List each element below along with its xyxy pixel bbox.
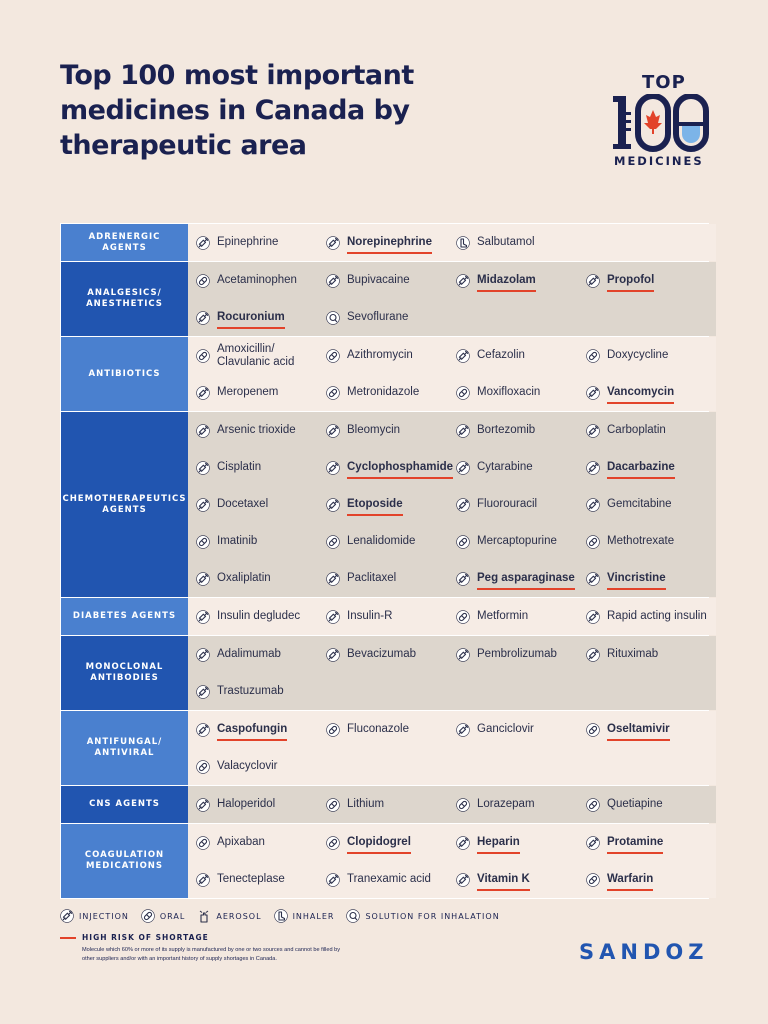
medicine-clopidogrel bbox=[326, 824, 456, 861]
medicine-list bbox=[188, 598, 716, 635]
category-row-analgesics-anesthetics bbox=[61, 262, 708, 337]
injection-icon bbox=[456, 424, 470, 438]
oral-icon bbox=[196, 349, 210, 363]
medicine-list bbox=[188, 337, 716, 411]
aerosol-icon bbox=[197, 909, 211, 923]
medicine-name: Meropenem bbox=[217, 386, 279, 398]
medicine-name: Cefazolin bbox=[477, 349, 525, 361]
top-100-medicines-logo bbox=[612, 68, 710, 172]
oral-icon bbox=[326, 349, 340, 363]
medicine-methotrexate bbox=[586, 523, 716, 560]
medicine-name: Lithium bbox=[347, 798, 385, 810]
oral-icon bbox=[326, 723, 340, 737]
medicine-name: Arsenic trioxide bbox=[217, 424, 296, 436]
category-row-antibiotics bbox=[61, 337, 708, 412]
injection-icon bbox=[456, 461, 470, 475]
injection-icon bbox=[586, 836, 600, 850]
medicine-meropenem bbox=[196, 374, 326, 411]
medicine-name: Midazolam bbox=[477, 274, 536, 292]
medicine-vincristine bbox=[586, 560, 716, 597]
medicine-name: Cyclophosphamide bbox=[347, 461, 453, 479]
oral-icon bbox=[456, 386, 470, 400]
medicine-name: Adalimumab bbox=[217, 648, 281, 660]
medicine-name: Paclitaxel bbox=[347, 572, 397, 584]
injection-icon bbox=[326, 461, 340, 475]
medicine-name: Docetaxel bbox=[217, 498, 269, 510]
category-row-monoclonal-antibodies bbox=[61, 636, 708, 711]
medicine-tenecteplase bbox=[196, 861, 326, 898]
category-label: CHEMOTHERAPEUTICS AGENTS bbox=[61, 412, 188, 597]
medicine-bleomycin bbox=[326, 412, 456, 449]
legend-label: ORAL bbox=[159, 911, 186, 921]
medicine-name: Lorazepam bbox=[477, 798, 535, 810]
medicine-lenalidomide bbox=[326, 523, 456, 560]
medicine-cytarabine bbox=[456, 449, 586, 486]
legend-item-oral bbox=[141, 909, 185, 923]
injection-icon bbox=[196, 386, 210, 400]
oral-icon bbox=[586, 349, 600, 363]
category-row-coagulation-medications bbox=[61, 824, 708, 898]
injection-icon bbox=[456, 572, 470, 586]
medicine-bupivacaine bbox=[326, 262, 456, 299]
oral-icon bbox=[456, 798, 470, 812]
legend-item-injection bbox=[60, 909, 129, 923]
medicines-table bbox=[60, 223, 709, 899]
medicine-oseltamivir bbox=[586, 711, 716, 748]
medicine-quetiapine bbox=[586, 786, 716, 823]
medicine-imatinib bbox=[196, 523, 326, 560]
medicine-name: Caspofungin bbox=[217, 723, 287, 741]
injection-icon bbox=[456, 873, 470, 887]
medicine-name: Vitamin K bbox=[477, 873, 530, 891]
sandoz-logo: SANDOZ bbox=[579, 940, 709, 964]
category-label: ANALGESICS/ ANESTHETICS bbox=[61, 262, 188, 336]
solution-for-inhalation-icon bbox=[346, 909, 360, 923]
medicine-paclitaxel bbox=[326, 560, 456, 597]
medicine-name: Lenalidomide bbox=[347, 535, 416, 547]
medicine-name: Rapid acting insulin bbox=[607, 610, 707, 622]
medicine-name: Fluorouracil bbox=[477, 498, 538, 510]
medicine-metformin bbox=[456, 598, 586, 635]
medicine-bortezomib bbox=[456, 412, 586, 449]
medicine-name: Imatinib bbox=[217, 535, 258, 547]
medicine-name: Bupivacaine bbox=[347, 274, 410, 286]
oral-icon bbox=[196, 836, 210, 850]
medicine-pembrolizumab bbox=[456, 636, 586, 673]
medicine-list bbox=[188, 786, 716, 823]
oral-icon bbox=[196, 274, 210, 288]
injection-icon bbox=[586, 424, 600, 438]
oral-icon bbox=[326, 535, 340, 549]
medicine-name: Dacarbazine bbox=[607, 461, 675, 479]
medicine-doxycycline bbox=[586, 337, 716, 374]
injection-icon bbox=[456, 274, 470, 288]
medicine-heparin bbox=[456, 824, 586, 861]
oral-icon bbox=[586, 798, 600, 812]
medicine-name: Methotrexate bbox=[607, 535, 675, 547]
injection-icon bbox=[456, 498, 470, 512]
injection-icon bbox=[196, 498, 210, 512]
medicine-name: Fluconazole bbox=[347, 723, 410, 735]
medicine-insulin-degludec bbox=[196, 598, 326, 635]
medicine-name: Vancomycin bbox=[607, 386, 674, 404]
medicine-list bbox=[188, 412, 716, 597]
medicine-azithromycin bbox=[326, 337, 456, 374]
medicine-mercaptopurine bbox=[456, 523, 586, 560]
injection-icon bbox=[326, 873, 340, 887]
legend-label: INHALER bbox=[292, 911, 335, 921]
oral-icon bbox=[326, 798, 340, 812]
medicine-rituximab bbox=[586, 636, 716, 673]
medicine-dacarbazine bbox=[586, 449, 716, 486]
medicine-sevoflurane bbox=[326, 299, 456, 336]
solution-for-inhalation-icon bbox=[326, 311, 340, 325]
medicine-name: Carboplatin bbox=[607, 424, 666, 436]
injection-icon bbox=[326, 236, 340, 250]
medicine-moxifloxacin bbox=[456, 374, 586, 411]
medicine-caspofungin bbox=[196, 711, 326, 748]
legend-item-aerosol bbox=[197, 909, 261, 923]
medicine-etoposide bbox=[326, 486, 456, 523]
oral-icon bbox=[141, 909, 155, 923]
medicine-name: Metronidazole bbox=[347, 386, 420, 398]
category-row-antifungal-antiviral bbox=[61, 711, 708, 786]
medicine-name: Doxycycline bbox=[607, 349, 669, 361]
injection-icon bbox=[326, 424, 340, 438]
injection-icon bbox=[196, 610, 210, 624]
medicine-name: Quetiapine bbox=[607, 798, 663, 810]
medicine-name: Tranexamic acid bbox=[347, 873, 431, 885]
injection-icon bbox=[456, 836, 470, 850]
category-row-chemotherapeutics-agents bbox=[61, 412, 708, 598]
medicine-lorazepam bbox=[456, 786, 586, 823]
medicine-name: Oseltamivir bbox=[607, 723, 670, 741]
medicine-metronidazole bbox=[326, 374, 456, 411]
injection-icon bbox=[196, 236, 210, 250]
medicine-propofol bbox=[586, 262, 716, 299]
medicine-name: Azithromycin bbox=[347, 349, 413, 361]
legend-item-inhaler bbox=[274, 909, 335, 923]
medicine-name: Insulin-R bbox=[347, 610, 393, 622]
risk-note: Molecule which 60% or more of its supply is manufactured by one or two sources and cannot be filled by other suppliers and/or with an important history of supply shortages in Canada. bbox=[82, 947, 341, 962]
medicine-name: Bortezomib bbox=[477, 424, 536, 436]
injection-icon bbox=[196, 461, 210, 475]
category-label: CNS AGENTS bbox=[61, 786, 188, 823]
medicine-name: Mercaptopurine bbox=[477, 535, 557, 547]
oral-icon bbox=[586, 723, 600, 737]
medicine-name: Haloperidol bbox=[217, 798, 276, 810]
medicine-list bbox=[188, 262, 716, 336]
medicine-name: Salbutamol bbox=[477, 236, 535, 248]
medicine-bevacizumab bbox=[326, 636, 456, 673]
medicine-vitamin-k bbox=[456, 861, 586, 898]
injection-icon bbox=[586, 572, 600, 586]
medicine-lithium bbox=[326, 786, 456, 823]
medicine-name: Vincristine bbox=[607, 572, 666, 590]
medicine-name: Trastuzumab bbox=[217, 685, 284, 697]
medicine-oxaliplatin bbox=[196, 560, 326, 597]
medicine-name: Oxaliplatin bbox=[217, 572, 271, 584]
medicine-valacyclovir bbox=[196, 748, 326, 785]
injection-icon bbox=[326, 610, 340, 624]
injection-icon bbox=[586, 461, 600, 475]
medicine-name: Heparin bbox=[477, 836, 520, 854]
medicine-warfarin bbox=[586, 861, 716, 898]
medicine-trastuzumab bbox=[196, 673, 326, 710]
injection-icon bbox=[326, 498, 340, 512]
oral-icon bbox=[196, 760, 210, 774]
injection-icon bbox=[60, 909, 74, 923]
injection-icon bbox=[456, 349, 470, 363]
injection-icon bbox=[586, 648, 600, 662]
injection-icon bbox=[456, 723, 470, 737]
medicine-name: Warfarin bbox=[607, 873, 653, 891]
medicine-name: Epinephrine bbox=[217, 236, 279, 248]
injection-icon bbox=[196, 648, 210, 662]
medicine-epinephrine bbox=[196, 224, 326, 261]
injection-icon bbox=[196, 311, 210, 325]
medicine-name: Bleomycin bbox=[347, 424, 401, 436]
category-row-adrenergic-agents bbox=[61, 224, 708, 262]
medicine-name: Propofol bbox=[607, 274, 654, 292]
injection-icon bbox=[586, 498, 600, 512]
medicine-apixaban bbox=[196, 824, 326, 861]
medicine-acetaminophen bbox=[196, 262, 326, 299]
legend-label: SOLUTION FOR INHALATION bbox=[365, 911, 500, 921]
medicine-fluconazole bbox=[326, 711, 456, 748]
medicine-name: Cisplatin bbox=[217, 461, 262, 473]
inhaler-icon bbox=[456, 236, 470, 250]
medicine-ganciclovir bbox=[456, 711, 586, 748]
medicine-carboplatin bbox=[586, 412, 716, 449]
medicine-tranexamic-acid bbox=[326, 861, 456, 898]
medicine-name: Rocuronium bbox=[217, 311, 285, 329]
medicine-adalimumab bbox=[196, 636, 326, 673]
injection-icon bbox=[456, 648, 470, 662]
medicine-list bbox=[188, 711, 716, 785]
medicine-insulin-r bbox=[326, 598, 456, 635]
medicine-name: Pembrolizumab bbox=[477, 648, 557, 660]
medicine-docetaxel bbox=[196, 486, 326, 523]
injection-icon bbox=[196, 873, 210, 887]
medicine-list bbox=[188, 824, 716, 898]
medicine-name: Cytarabine bbox=[477, 461, 533, 473]
medicine-name: Sevoflurane bbox=[347, 311, 409, 323]
injection-icon bbox=[326, 648, 340, 662]
injection-icon bbox=[196, 572, 210, 586]
legend-item-solution-for-inhalation bbox=[346, 909, 499, 923]
icon-legend bbox=[60, 909, 512, 923]
category-label: DIABETES AGENTS bbox=[61, 598, 188, 635]
medicine-name: Etoposide bbox=[347, 498, 403, 516]
legend-label: INJECTION bbox=[79, 911, 129, 921]
category-row-diabetes-agents bbox=[61, 598, 708, 636]
injection-icon bbox=[196, 424, 210, 438]
oral-icon bbox=[326, 836, 340, 850]
medicine-name: Protamine bbox=[607, 836, 663, 854]
medicine-salbutamol bbox=[456, 224, 586, 261]
risk-underline-sample bbox=[60, 937, 76, 939]
legend-label: AEROSOL bbox=[216, 911, 262, 921]
medicine-cefazolin bbox=[456, 337, 586, 374]
injection-icon bbox=[326, 572, 340, 586]
medicine-amoxicillin-clavulanic-acid bbox=[196, 337, 326, 374]
injection-icon bbox=[196, 723, 210, 737]
page-title: Top 100 most important medicines in Canada by therapeutic area bbox=[60, 60, 414, 161]
injection-icon bbox=[586, 610, 600, 624]
medicine-rapid-acting-insulin bbox=[586, 598, 716, 635]
medicine-name: Gemcitabine bbox=[607, 498, 672, 510]
medicine-name: Rituximab bbox=[607, 648, 659, 660]
oral-icon bbox=[326, 386, 340, 400]
medicine-haloperidol bbox=[196, 786, 326, 823]
medicine-list bbox=[188, 636, 716, 710]
injection-icon bbox=[196, 798, 210, 812]
medicine-name: Acetaminophen bbox=[217, 274, 297, 286]
medicine-name: Clopidogrel bbox=[347, 836, 411, 854]
medicine-peg-asparaginase bbox=[456, 560, 586, 597]
logo-medicines-text: MEDICINES bbox=[614, 154, 704, 168]
injection-icon bbox=[586, 274, 600, 288]
medicine-name: Peg asparaginase bbox=[477, 572, 575, 590]
medicine-name: Norepinephrine bbox=[347, 236, 432, 254]
medicine-list bbox=[188, 224, 716, 261]
risk-label: HIGH RISK OF SHORTAGE bbox=[82, 933, 209, 942]
oral-icon bbox=[586, 535, 600, 549]
category-label: ADRENERGIC AGENTS bbox=[61, 224, 188, 261]
category-label: ANTIBIOTICS bbox=[61, 337, 188, 411]
medicine-norepinephrine bbox=[326, 224, 456, 261]
medicine-cyclophosphamide bbox=[326, 449, 456, 486]
medicine-name: Moxifloxacin bbox=[477, 386, 541, 398]
inhaler-icon bbox=[274, 909, 288, 923]
category-label: MONOCLONAL ANTIBODIES bbox=[61, 636, 188, 710]
medicine-midazolam bbox=[456, 262, 586, 299]
medicine-name: Metformin bbox=[477, 610, 529, 622]
medicine-name: Bevacizumab bbox=[347, 648, 417, 660]
medicine-name: Amoxicillin/ Clavulanic acid bbox=[217, 342, 295, 368]
medicine-name: Apixaban bbox=[217, 836, 265, 848]
medicine-vancomycin bbox=[586, 374, 716, 411]
logo-top-text: TOP bbox=[642, 72, 686, 93]
category-row-cns-agents bbox=[61, 786, 708, 824]
medicine-fluorouracil bbox=[456, 486, 586, 523]
medicine-name: Ganciclovir bbox=[477, 723, 534, 735]
logo-100-mark bbox=[612, 94, 710, 152]
injection-icon bbox=[196, 685, 210, 699]
injection-icon bbox=[326, 274, 340, 288]
medicine-name: Tenecteplase bbox=[217, 873, 285, 885]
medicine-protamine bbox=[586, 824, 716, 861]
medicine-gemcitabine bbox=[586, 486, 716, 523]
oral-icon bbox=[586, 873, 600, 887]
injection-icon bbox=[586, 386, 600, 400]
oral-icon bbox=[456, 535, 470, 549]
oral-icon bbox=[456, 610, 470, 624]
medicine-arsenic-trioxide bbox=[196, 412, 326, 449]
category-label: ANTIFUNGAL/ ANTIVIRAL bbox=[61, 711, 188, 785]
medicine-cisplatin bbox=[196, 449, 326, 486]
medicine-rocuronium bbox=[196, 299, 326, 336]
category-label: COAGULATION MEDICATIONS bbox=[61, 824, 188, 898]
medicine-name: Valacyclovir bbox=[217, 760, 278, 772]
oral-icon bbox=[196, 535, 210, 549]
medicine-name: Insulin degludec bbox=[217, 610, 301, 622]
